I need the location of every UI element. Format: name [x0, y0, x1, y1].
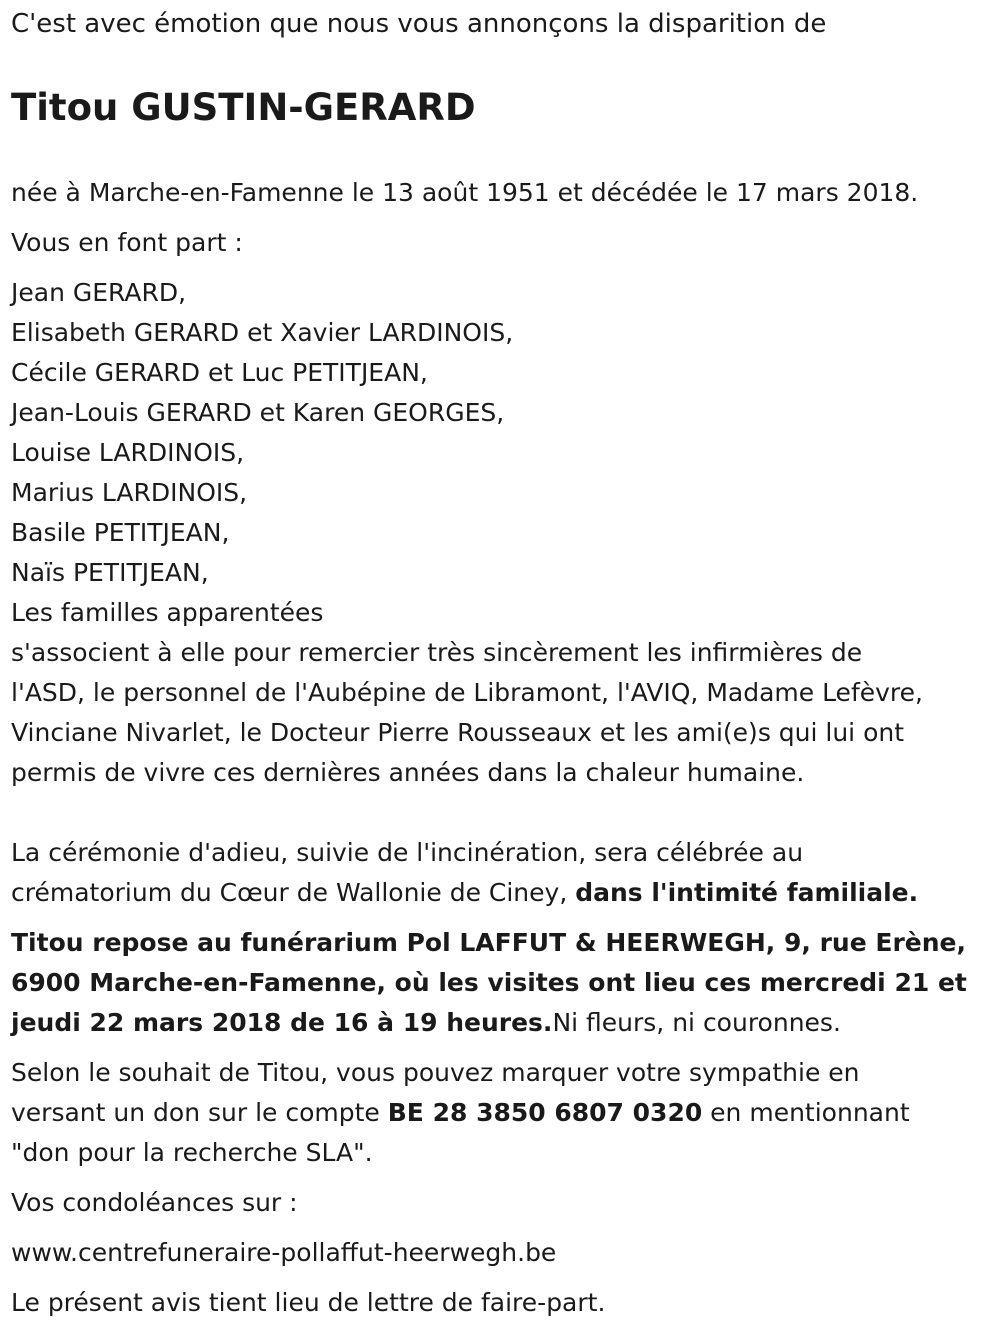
- family-member: Basile PETITJEAN,: [11, 518, 230, 547]
- family-member: Marius LARDINOIS,: [11, 478, 248, 507]
- family-member: Elisabeth GERARD et Xavier LARDINOIS,: [11, 318, 514, 347]
- deceased-name: Titou GUSTIN-GERARD: [11, 86, 476, 129]
- family-member: Cécile GERARD et Luc PETITJEAN,: [11, 358, 428, 387]
- birth-death-text: née à Marche-en-Famenne le 13 août 1951 et décédée le 17 mars 2018.: [11, 178, 919, 207]
- family-member: Jean GERARD,: [11, 278, 187, 307]
- bank-account: BE 28 3850 6807 0320: [387, 1098, 703, 1127]
- thanks-line: s'associent à elle pour remercier très sincèrement les infirmières de: [11, 638, 863, 667]
- thanks-line: permis de vivre ces dernières années dans la chaleur humaine.: [11, 758, 805, 787]
- flowers-note: Ni fleurs, ni couronnes.: [552, 1008, 841, 1037]
- closing-text: Le présent avis tient lieu de lettre de faire-part.: [11, 1288, 606, 1317]
- donation-text: Selon le souhait de Titou, vous pouvez marquer votre sympathie en versant un don sur le compte BE 28 3850 6807 0320 en mentionnant "don pour la recherche SLA".: [11, 1058, 910, 1167]
- announce-intro: Vous en font part :: [11, 228, 243, 257]
- website-link[interactable]: www.centrefuneraire-pollaffut-heerwegh.be: [11, 1238, 557, 1267]
- thanks-line: Vinciane Nivarlet, le Docteur Pierre Rousseaux et les ami(e)s qui lui ont: [11, 718, 905, 747]
- ceremony-emphasis: dans l'intimité familiale.: [575, 878, 919, 907]
- visitation-text: Titou repose au funérarium Pol LAFFUT & HEERWEGH, 9, rue Erène, 6900 Marche-en-Famenne, où les visites ont lieu ces mercredi 21 et jeudi 22 mars 2018 de 16 à 19 heures.Ni fleurs, ni couronnes.: [11, 928, 967, 1037]
- condolences-label: Vos condoléances sur :: [11, 1188, 298, 1217]
- family-member: Louise LARDINOIS,: [11, 438, 245, 467]
- family-list: [11, 273, 996, 913]
- notice-body: [11, 173, 996, 1333]
- family-member: Naïs PETITJEAN,: [11, 558, 209, 587]
- thanks-line: l'ASD, le personnel de l'Aubépine de Libramont, l'AVIQ, Madame Lefèvre,: [11, 678, 923, 707]
- ceremony-line: La cérémonie d'adieu, suivie de l'incinération, sera célébrée au: [11, 838, 804, 867]
- family-member: Jean-Louis GERARD et Karen GEORGES,: [11, 398, 505, 427]
- ceremony-line: crématorium du Cœur de Wallonie de Ciney, dans l'intimité familiale.: [11, 878, 919, 907]
- intro-text: C'est avec émotion que nous vous annonçons la disparition de: [11, 9, 827, 39]
- family-member: Les familles apparentées: [11, 598, 324, 627]
